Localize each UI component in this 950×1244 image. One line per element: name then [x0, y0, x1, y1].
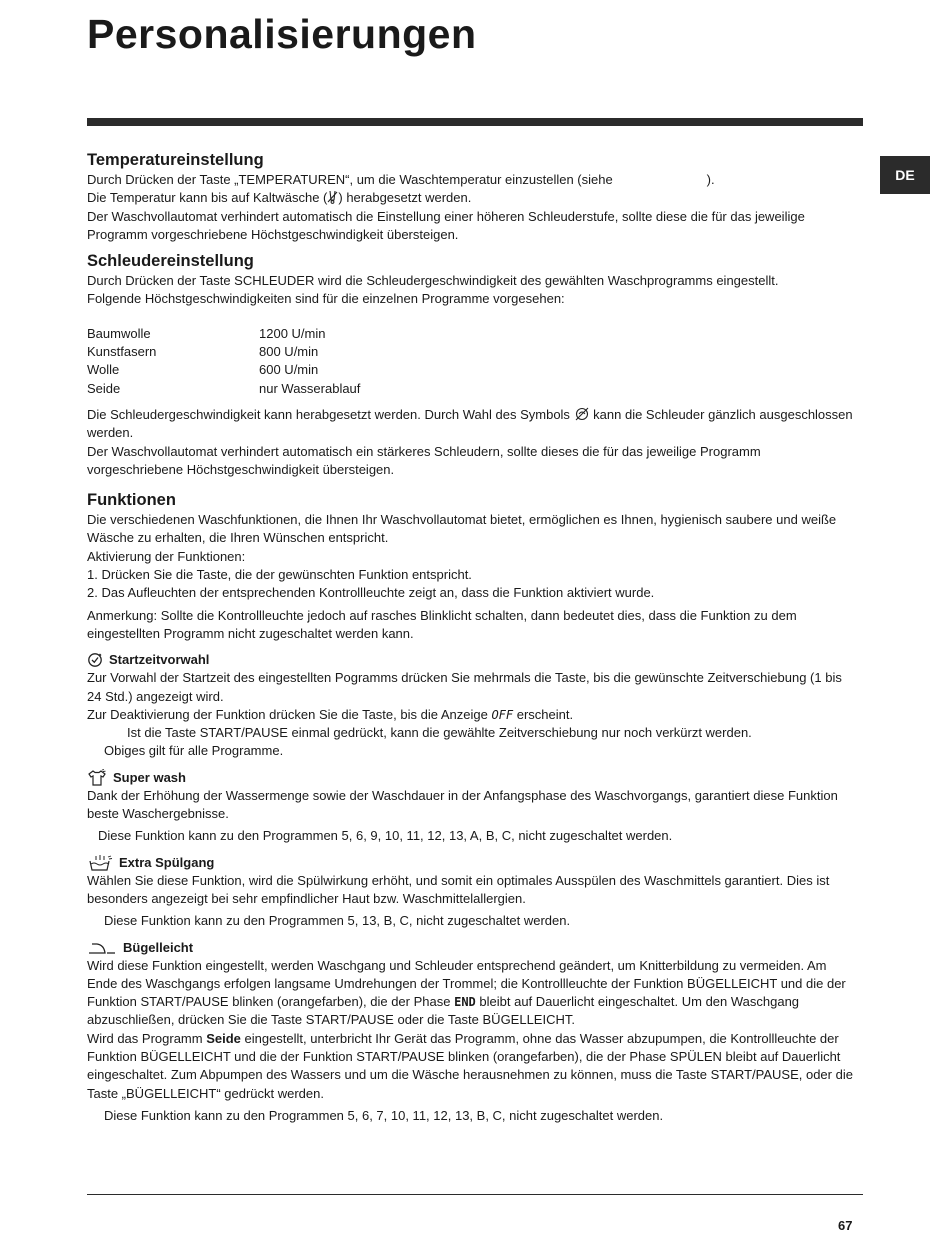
- shirt-icon: [87, 769, 107, 787]
- spin-speed-table: [87, 325, 855, 398]
- table-cell: 1200 U/min: [259, 325, 326, 341]
- easy-iron-icon: [87, 941, 117, 955]
- text-span: Die Schleudergeschwindigkeit kann herabgesetzt werden. Durch Wahl des Symbols: [87, 406, 574, 422]
- paragraph: 1. Drücken Sie die Taste, die der gewünschten Funktion entspricht.: [87, 567, 472, 583]
- text-span: Zur Deaktivierung der Funktion drücken Sie die Taste, bis die Anzeige: [87, 706, 492, 722]
- section-temperature: [87, 150, 855, 244]
- heading-text: Startzeitvorwahl: [109, 652, 210, 668]
- paragraph: Ist die Taste START/PAUSE einmal gedrückt, kann die gewählte Zeitverschiebung nur noch verkürzt werden.: [127, 725, 752, 741]
- paragraph: [87, 706, 855, 724]
- text-span: Die Temperatur kann bis auf Kaltwäsche (: [87, 190, 328, 206]
- paragraph: [87, 1030, 855, 1103]
- end-display: END: [454, 995, 476, 1010]
- header-rule: [87, 118, 863, 126]
- main-content: [87, 150, 855, 1125]
- paragraph: Der Waschvollautomat verhindert automatisch ein stärkeres Schleudern, sollte dieses die für das jeweilige Programm vorgeschriebene Höchstgeschwindigkeit übersteigen.: [87, 443, 761, 477]
- subsection-heading: [87, 939, 855, 957]
- subsection-heading: [87, 769, 855, 787]
- paragraph: [87, 957, 855, 1030]
- delay-timer-icon: [87, 652, 103, 668]
- table-cell: Wolle: [87, 362, 120, 378]
- paragraph: Durch Drücken der Taste SCHLEUDER wird die Schleudergeschwindigkeit des gewählten Waschprogramms eingestellt.: [87, 273, 779, 289]
- section-heading: Temperatureinstellung: [87, 151, 264, 169]
- table-cell: Baumwolle: [87, 325, 151, 341]
- paragraph: Die verschiedenen Waschfunktionen, die Ihnen Ihr Waschvollautomat bietet, ermöglichen es Ihnen, hygienisch saubere und weiße Wäsche zu erhalten, die Ihren Wünschen entspricht.: [87, 512, 837, 546]
- text-span: erscheint.: [513, 706, 574, 722]
- text-span: Wird das Programm: [87, 1030, 207, 1046]
- page-number: 67: [838, 1218, 853, 1233]
- section-heading: Funktionen: [87, 491, 176, 510]
- no-spin-icon: [574, 407, 590, 421]
- paragraph: Dank der Erhöhung der Wassermenge sowie der Waschdauer in der Anfangsphase des Waschvorgangs, garantiert diese Funktion beste Waschergebnisse.: [87, 787, 838, 822]
- section-spin: [87, 251, 855, 479]
- paragraph: Zur Vorwahl der Startzeit des eingestellten Pogramms drücken Sie mehrmals die Taste, bis die gewünschte Zeitverschiebung (1 bis 24 Std.) angezeigt wird.: [87, 670, 842, 704]
- paragraph: Aktivierung der Funktionen:: [87, 548, 246, 564]
- table-cell: 600 U/min: [259, 362, 319, 378]
- section-functions: [87, 490, 855, 643]
- paragraph: Diese Funktion kann zu den Programmen 5, 6, 7, 10, 11, 12, 13, B, C, nicht zugeschaltet werden.: [104, 1107, 664, 1123]
- page-title: Personalisierungen: [87, 11, 477, 57]
- subsection-delay: [87, 651, 855, 760]
- paragraph: Diese Funktion kann zu den Programmen 5, 13, B, C, nicht zugeschaltet werden.: [104, 913, 571, 929]
- subsection-heading: [87, 854, 855, 872]
- subsection-heading: [87, 651, 855, 669]
- paragraph: Folgende Höchstgeschwindigkeiten sind für die einzelnen Programme vorgesehen:: [87, 291, 565, 307]
- paragraph: [87, 406, 855, 443]
- text-span: kann die Schleuder gänzlich ausgeschlossen werden.: [87, 406, 853, 441]
- section-heading: Schleudereinstellung: [87, 252, 254, 271]
- paragraph: Durch Drücken der Taste „TEMPERATUREN“, um die Waschtemperatur einzustellen (siehe ).: [87, 172, 715, 187]
- heading-text: Extra Spülgang: [119, 854, 215, 870]
- footer-rule: [87, 1194, 863, 1195]
- subsection-superwash: [87, 769, 855, 846]
- off-display: OFF: [491, 707, 514, 722]
- program-name: Seide: [206, 1030, 241, 1046]
- paragraph: Anmerkung: Sollte die Kontrollleuchte jedoch auf rasches Blinklicht schalten, dann bedeutet dies, dass die Funktion zu dem eingestellten Programm nicht zugeschaltet werden kann.: [87, 607, 797, 641]
- table-cell: Kunstfasern: [87, 344, 157, 360]
- table-cell: Seide: [87, 380, 121, 396]
- language-tab: DE: [880, 156, 930, 194]
- paragraph: 2. Das Aufleuchten der entsprechenden Kontrollleuchte zeigt an, dass die Funktion aktiviert wurde.: [87, 585, 655, 601]
- subsection-rinse: [87, 854, 855, 931]
- subsection-iron: [87, 939, 855, 1126]
- paragraph: Der Waschvollautomat verhindert automatisch die Einstellung einer höheren Schleuderstufe, sollte diese die für das jeweilige Programm vorgeschriebene Höchstgeschwindigkeit übersteigen.: [87, 208, 805, 242]
- text-span: bleibt auf Dauerlicht eingeschaltet. Um den Waschgang abzuschließen, drücken Sie die Taste START/PAUSE oder die Taste BÜGELLEICHT.: [87, 994, 800, 1028]
- heading-text: Super wash: [113, 769, 186, 785]
- extra-rinse-icon: [87, 855, 113, 871]
- heading-text: Bügelleicht: [123, 939, 194, 955]
- table-cell: 800 U/min: [259, 344, 319, 360]
- table-cell: nur Wasserablauf: [259, 380, 361, 396]
- paragraph: [87, 189, 855, 207]
- paragraph: Diese Funktion kann zu den Programmen 5, 6, 9, 10, 11, 12, 13, A, B, C, nicht zugeschaltet werden.: [98, 828, 673, 844]
- text-span: Wird diese Funktion eingestellt, werden Waschgang und Schleuder entsprechend geändert, um Knitterbildung zu vermeiden. Am Ende des Waschgangs erfolgen langsame Umdrehungen der Trommel; die Kontrollleuchte der Funktion BÜGELLEICHT und die der Funktion START/PAUSE blinken (orangefarben), die der Phase: [87, 957, 846, 1010]
- text-span: ) herabgesetzt werden.: [338, 190, 472, 206]
- paragraph: Wählen Sie diese Funktion, wird die Spülwirkung erhöht, und somit ein optimales Ausspülen des Waschmittels garantiert. Dies ist besonders angezeigt bei sehr empfindlicher Haut bzw. Waschmittelallergien.: [87, 872, 830, 906]
- paragraph: Obiges gilt für alle Programme.: [104, 743, 284, 759]
- text-span: eingestellt, unterbricht Ihr Gerät das Programm, ohne das Wasser abzupumpen, die Kontrollleuchte der Funktion BÜGELLEICHT und die der Funktion START/PAUSE blinken (orangefarben), die der Phase SPÜLEN bleibt auf Dauerlicht eingeschaltet. Zum Abpumpen des Wassers und um die Wäsche herausnehmen zu können, muss die Taste START/PAUSE, oder die Taste „BÜGELLEICHT“ gedrückt werden.: [87, 1030, 853, 1101]
- cold-wash-icon: [327, 190, 338, 204]
